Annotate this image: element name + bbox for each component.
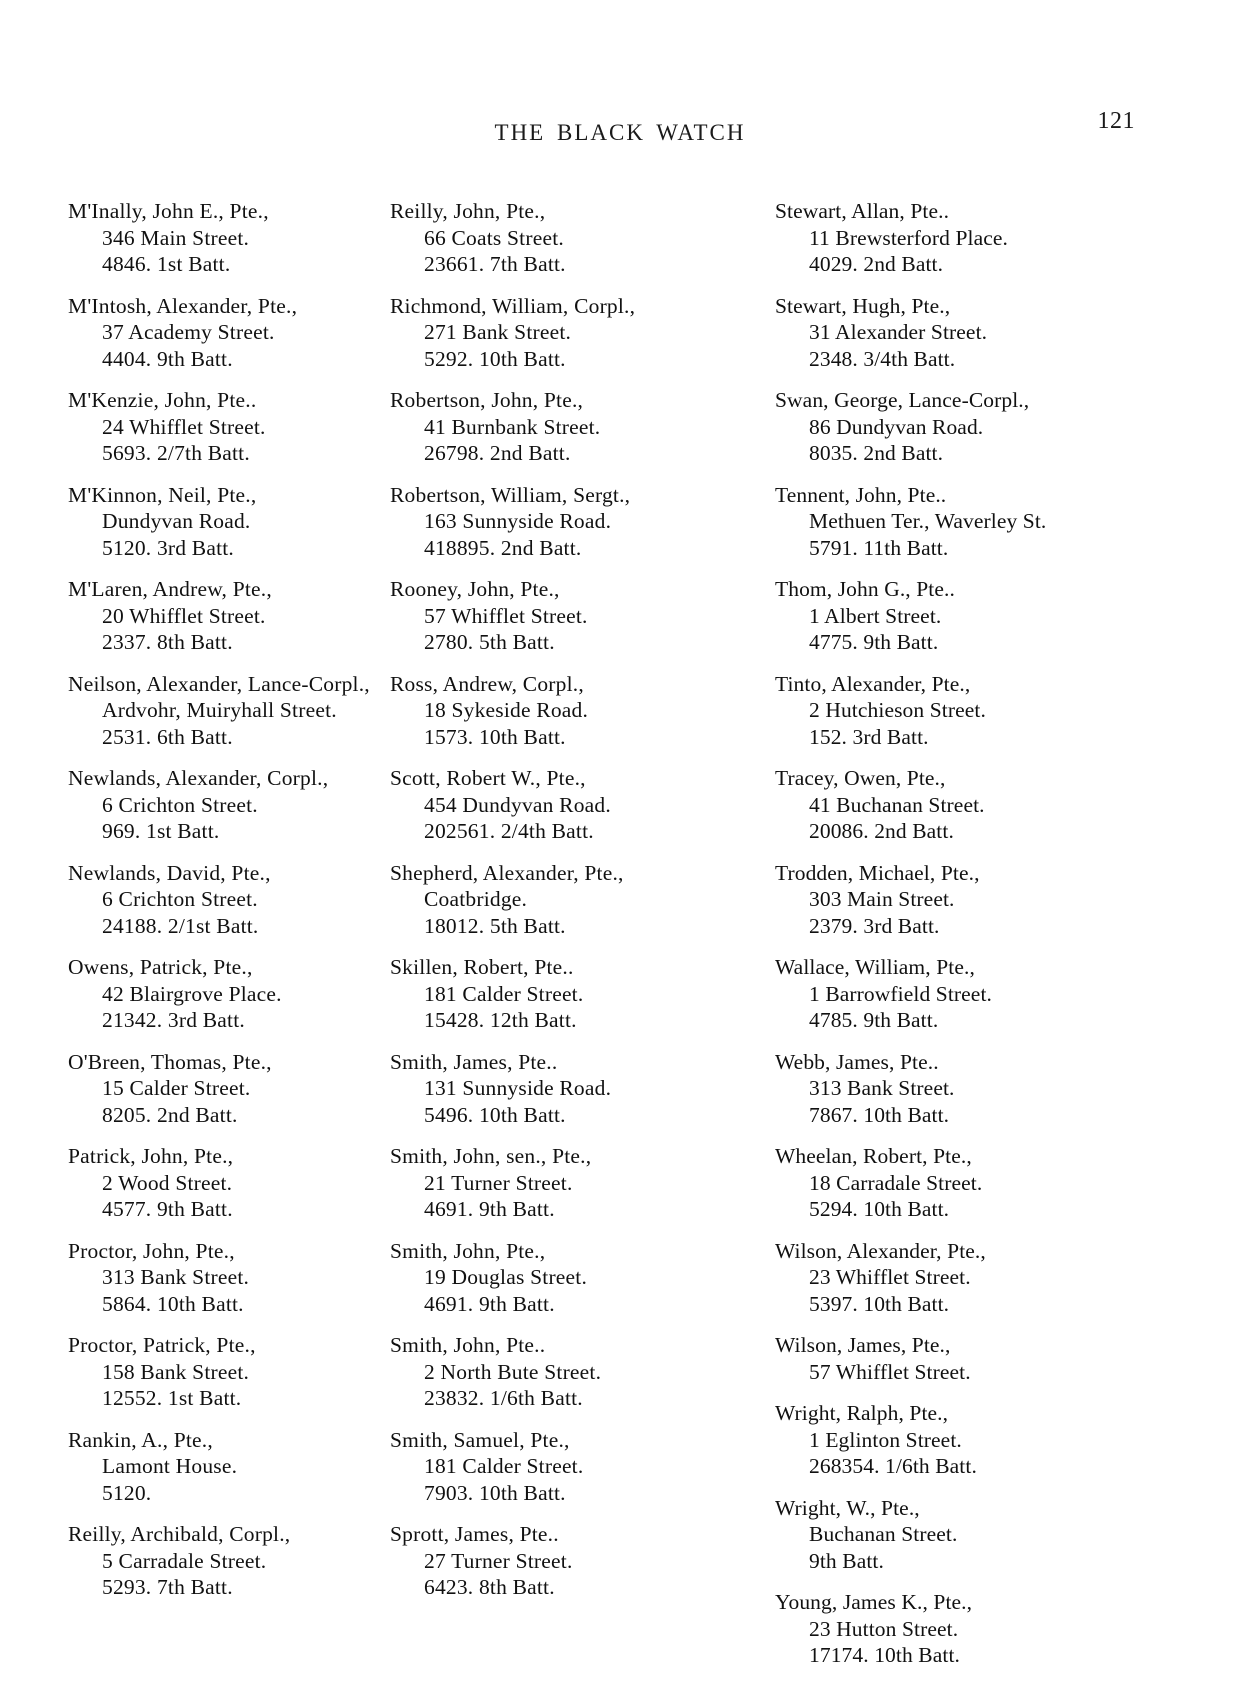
directory-entry [775, 576, 1240, 656]
entry-name: M'Laren, Andrew, Pte., [68, 577, 272, 601]
entry-address: 1 Barrowfield Street. [809, 981, 993, 1006]
entry-service: 5397. 10th Batt. [809, 1291, 950, 1316]
entry-name: M'Intosh, Alexander, Pte., [68, 293, 298, 318]
directory-entry [68, 1521, 390, 1601]
entry-service: 23661. 7th Batt. [424, 252, 566, 276]
entry-name: Robertson, John, Pte., [390, 388, 584, 412]
entry-name: Shepherd, Alexander, Pte., [390, 860, 624, 885]
entry-address: 31 Alexander Street. [809, 320, 988, 344]
entry-name: Newlands, Alexander, Corpl., [68, 766, 329, 790]
directory-entry [390, 482, 775, 562]
entry-name: Wright, W., Pte., [775, 1495, 920, 1520]
entry-service: 7903. 10th Batt. [424, 1480, 566, 1505]
directory-column-2 [390, 198, 775, 1616]
entry-service: 5864. 10th Batt. [102, 1291, 244, 1316]
entry-service: 2348. 3/4th Batt. [809, 346, 956, 371]
entry-address: 66 Coats Street. [424, 225, 564, 250]
entry-name: M'Kenzie, John, Pte.. [68, 388, 257, 412]
entry-name: Patrick, John, Pte., [68, 1144, 234, 1168]
directory-entry [68, 293, 390, 373]
entry-name: Newlands, David, Pte., [68, 860, 271, 885]
entry-service: 20086. 2nd Batt. [809, 819, 954, 843]
entry-name: Stewart, Allan, Pte.. [775, 199, 950, 223]
entry-name: Owens, Patrick, Pte., [68, 955, 253, 979]
entry-address: Lamont House. [102, 1454, 238, 1478]
directory-entry [68, 954, 390, 1034]
entry-service: 5293. 7th Batt. [102, 1575, 233, 1599]
directory-entry [775, 482, 1240, 562]
entry-address: 86 Dundyvan Road. [809, 414, 984, 439]
entry-name: Smith, John, Pte.. [390, 1333, 546, 1357]
entry-service: 152. 3rd Batt. [809, 724, 929, 749]
entry-address: Methuen Ter., Waverley St. [809, 509, 1047, 533]
directory-entry [390, 1049, 775, 1129]
entry-address: 21 Turner Street. [424, 1170, 573, 1195]
entry-service: 4775. 9th Batt. [809, 630, 939, 654]
entry-service: 8205. 2nd Batt. [102, 1102, 238, 1127]
entry-address: 158 Bank Street. [102, 1359, 250, 1384]
entry-address: 5 Carradale Street. [102, 1548, 267, 1573]
entry-service: 5791. 11th Batt. [809, 535, 949, 560]
entry-address: 313 Bank Street. [809, 1076, 955, 1100]
entry-name: M'Kinnon, Neil, Pte., [68, 482, 257, 507]
entry-service: 5693. 2/7th Batt. [102, 441, 250, 465]
directory-column-1 [0, 198, 390, 1616]
entry-name: Smith, John, Pte., [390, 1238, 546, 1263]
directory-entry [775, 198, 1240, 278]
entry-service: 5294. 10th Batt. [809, 1197, 950, 1221]
entry-service: 2379. 3rd Batt. [809, 913, 940, 938]
directory-entry [775, 1049, 1240, 1129]
directory-entry [390, 293, 775, 373]
directory-entry [775, 1589, 1240, 1669]
directory-entry [68, 765, 390, 845]
entry-address: 15 Calder Street. [102, 1076, 251, 1100]
entry-service: 26798. 2nd Batt. [424, 441, 571, 465]
directory-entry [390, 198, 775, 278]
directory-entry [68, 1332, 390, 1412]
directory-entry [775, 954, 1240, 1034]
entry-address: 6 Crichton Street. [102, 887, 258, 911]
entry-address: 454 Dundyvan Road. [424, 792, 611, 817]
directory-entry [390, 671, 775, 751]
entry-address: 41 Burnbank Street. [424, 414, 601, 439]
entry-name: Smith, John, sen., Pte., [390, 1144, 592, 1168]
entry-address: 313 Bank Street. [102, 1265, 250, 1289]
entry-name: Tennent, John, Pte.. [775, 482, 947, 507]
entry-service: 4577. 9th Batt. [102, 1197, 233, 1221]
entry-address: 20 Whifflet Street. [102, 603, 266, 628]
entry-address: 2 Wood Street. [102, 1170, 233, 1195]
entry-name: Wilson, James, Pte., [775, 1333, 951, 1357]
entry-service: 5496. 10th Batt. [424, 1102, 566, 1127]
entry-service: 4029. 2nd Batt. [809, 252, 944, 276]
entry-address: 27 Turner Street. [424, 1548, 573, 1573]
entry-name: Sprott, James, Pte.. [390, 1522, 559, 1546]
entry-name: Neilson, Alexander, Lance-Corpl., [68, 671, 370, 696]
entry-address: 181 Calder Street. [424, 981, 584, 1006]
entry-service: 15428. 12th Batt. [424, 1008, 577, 1032]
directory-entry [775, 1400, 1240, 1480]
entry-name: Ross, Andrew, Corpl., [390, 671, 584, 696]
entry-name: Scott, Robert W., Pte., [390, 766, 586, 790]
directory-entry [775, 765, 1240, 845]
entry-service: 268354. 1/6th Batt. [809, 1454, 977, 1478]
entry-service: 12552. 1st Batt. [102, 1386, 242, 1410]
entry-service: 5292. 10th Batt. [424, 346, 566, 371]
entry-address: Ardvohr, Muiryhall Street. [102, 698, 337, 722]
entry-address: Dundyvan Road. [102, 509, 251, 533]
directory-entry [775, 293, 1240, 373]
entry-address: Buchanan Street. [809, 1522, 958, 1546]
directory-entry [68, 387, 390, 467]
entry-address: 163 Sunnyside Road. [424, 509, 612, 533]
directory-entry [390, 576, 775, 656]
entry-name: Smith, Samuel, Pte., [390, 1427, 570, 1452]
entry-name: Wilson, Alexander, Pte., [775, 1238, 986, 1263]
directory-entry [775, 1238, 1240, 1318]
directory-entry [775, 1332, 1240, 1385]
entry-address: 271 Bank Street. [424, 320, 572, 344]
page-title: THE BLACK WATCH [494, 120, 746, 145]
entry-name: Stewart, Hugh, Pte., [775, 293, 951, 318]
entry-address: 1 Albert Street. [809, 603, 942, 628]
directory-entry [68, 1427, 390, 1507]
entry-address: 1 Eglinton Street. [809, 1427, 962, 1452]
entry-service: 17174. 10th Batt. [809, 1643, 961, 1667]
entry-name: Wheelan, Robert, Pte., [775, 1144, 972, 1168]
entry-name: Richmond, William, Corpl., [390, 293, 636, 318]
entry-address: 2 North Bute Street. [424, 1359, 602, 1384]
entry-name: Tinto, Alexander, Pte., [775, 671, 971, 696]
entry-service: 1573. 10th Batt. [424, 724, 566, 749]
entry-service: 2337. 8th Batt. [102, 630, 233, 654]
directory-entry [68, 576, 390, 656]
directory-entry [68, 1143, 390, 1223]
entry-address: 23 Hutton Street. [809, 1616, 959, 1641]
entry-service: 4691. 9th Batt. [424, 1197, 555, 1221]
directory-entry [775, 387, 1240, 467]
page-number: 121 [1097, 108, 1135, 134]
directory-entry [390, 1427, 775, 1507]
entry-address: 303 Main Street. [809, 887, 955, 911]
directory-entry [68, 671, 390, 751]
entry-name: Skillen, Robert, Pte.. [390, 955, 574, 979]
entry-service: 4404. 9th Batt. [102, 346, 233, 371]
entry-address: 23 Whifflet Street. [809, 1265, 971, 1289]
entry-service: 18012. 5th Batt. [424, 913, 566, 938]
entry-address: 11 Brewsterford Place. [809, 225, 1009, 250]
entry-service: 202561. 2/4th Batt. [424, 819, 594, 843]
entry-address: 6 Crichton Street. [102, 792, 258, 817]
entry-address: 57 Whifflet Street. [424, 603, 588, 628]
entry-address: 24 Whifflet Street. [102, 414, 266, 439]
entry-address: 37 Academy Street. [102, 320, 275, 344]
directory-entry [775, 671, 1240, 751]
directory-entry [68, 198, 390, 278]
entry-service: 6423. 8th Batt. [424, 1575, 555, 1599]
page-header [0, 108, 1240, 160]
entry-service: 24188. 2/1st Batt. [102, 913, 259, 938]
entry-name: Reilly, Archibald, Corpl., [68, 1522, 291, 1546]
entry-address: 19 Douglas Street. [424, 1265, 588, 1289]
entry-address: 18 Sykeside Road. [424, 698, 589, 722]
entry-name: Smith, James, Pte.. [390, 1049, 558, 1074]
directory-column-3 [775, 198, 1240, 1684]
directory-entry [390, 1521, 775, 1601]
entry-service: 5120. [102, 1480, 152, 1505]
entry-name: Rankin, A., Pte., [68, 1427, 213, 1452]
entry-name: Wallace, William, Pte., [775, 955, 975, 979]
directory-entry [68, 860, 390, 940]
entry-service: 969. 1st Batt. [102, 819, 220, 843]
entry-name: Thom, John G., Pte.. [775, 577, 955, 601]
entry-service: 418895. 2nd Batt. [424, 535, 582, 560]
entry-service: 4785. 9th Batt. [809, 1008, 939, 1032]
entry-name: Tracey, Owen, Pte., [775, 766, 946, 790]
entry-service: 4846. 1st Batt. [102, 252, 231, 276]
entry-service: 23832. 1/6th Batt. [424, 1386, 583, 1410]
entry-address: Coatbridge. [424, 887, 528, 911]
entry-name: M'Inally, John E., Pte., [68, 199, 269, 223]
entry-address: 131 Sunnyside Road. [424, 1076, 612, 1100]
entry-address: 41 Buchanan Street. [809, 792, 985, 817]
entry-service: 21342. 3rd Batt. [102, 1008, 245, 1032]
entry-name: Swan, George, Lance-Corpl., [775, 388, 1030, 412]
entry-address: 18 Carradale Street. [809, 1170, 983, 1195]
entry-service: 2780. 5th Batt. [424, 630, 555, 654]
directory-entry [390, 954, 775, 1034]
entry-name: Young, James K., Pte., [775, 1590, 973, 1614]
entry-address: 57 Whifflet Street. [809, 1359, 971, 1384]
entry-address: 181 Calder Street. [424, 1454, 584, 1478]
directory-entry [390, 1143, 775, 1223]
entry-name: Robertson, William, Sergt., [390, 482, 631, 507]
entry-name: Proctor, John, Pte., [68, 1238, 235, 1263]
entry-address: 346 Main Street. [102, 225, 250, 250]
directory-entry [390, 765, 775, 845]
entry-name: Wright, Ralph, Pte., [775, 1401, 949, 1425]
entry-name: Reilly, John, Pte., [390, 199, 546, 223]
entry-service: 5120. 3rd Batt. [102, 535, 234, 560]
entry-name: Webb, James, Pte.. [775, 1049, 939, 1074]
entry-address: 2 Hutchieson Street. [809, 698, 986, 722]
directory-entry [68, 1238, 390, 1318]
entry-name: O'Breen, Thomas, Pte., [68, 1049, 272, 1074]
entry-service: 2531. 6th Batt. [102, 724, 233, 749]
directory-entry [68, 482, 390, 562]
directory-entry [390, 1238, 775, 1318]
directory-entry [68, 1049, 390, 1129]
directory-entry [775, 1495, 1240, 1575]
entry-name: Proctor, Patrick, Pte., [68, 1333, 256, 1357]
directory-entry [775, 1143, 1240, 1223]
directory-entry [390, 860, 775, 940]
entry-service: 7867. 10th Batt. [809, 1102, 950, 1127]
directory-entry [775, 860, 1240, 940]
directory-entry [390, 1332, 775, 1412]
entry-address: 42 Blairgrove Place. [102, 981, 282, 1006]
entry-service: 9th Batt. [809, 1548, 884, 1573]
entry-name: Trodden, Michael, Pte., [775, 860, 980, 885]
entry-service: 4691. 9th Batt. [424, 1291, 555, 1316]
directory-entry [390, 387, 775, 467]
directory-columns [0, 198, 1240, 1684]
entry-name: Rooney, John, Pte., [390, 577, 560, 601]
entry-service: 8035. 2nd Batt. [809, 441, 944, 465]
